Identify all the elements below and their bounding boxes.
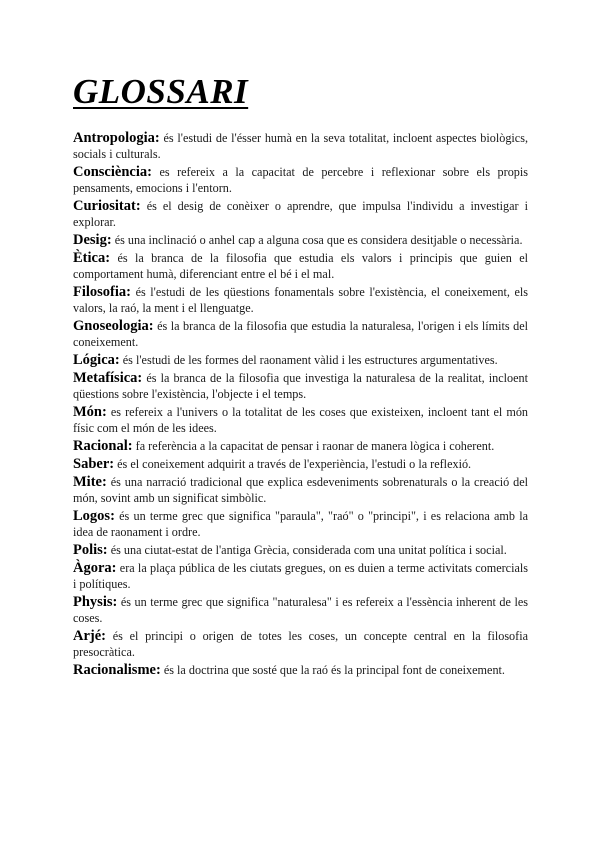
glossary-definition: és l'estudi de l'ésser humà en la seva totalitat, incloent aspectes biològics, socials i culturals. (73, 131, 529, 161)
glossary-entry (73, 164, 528, 196)
glossary-definition: és un terme grec que significa "naturalesa" i es refereix a l'essència inherent de les coses. (73, 595, 528, 625)
glossary-term: Lógica: (73, 352, 120, 368)
glossary-term: Logos: (73, 508, 115, 524)
glossary-term: Polis: (73, 542, 108, 558)
glossary-term: Metafísica: (73, 370, 143, 386)
glossary-term: Racional: (73, 438, 133, 454)
glossary-definition: fa referència a la capacitat de pensar i raonar de manera lògica i coherent. (135, 439, 495, 453)
glossary-entry (73, 318, 528, 350)
glossary-definition: era la plaça pública de les ciutats gregues, on es duien a terme activitats comercials i polítiques. (73, 561, 529, 591)
glossary-entry (73, 456, 528, 472)
glossary-term: Món: (73, 404, 107, 420)
glossary-definition: es refereix a l'univers o la totalitat de les coses que existeixen, incloent tant el món físic com el món de les idees. (73, 405, 529, 435)
glossary-entry (73, 508, 528, 540)
glossary-entry (73, 474, 528, 506)
glossary-definition: és una inclinació o anhel cap a alguna cosa que es considera desitjable o necessària. (114, 233, 523, 247)
glossary-entry (73, 594, 528, 626)
glossary-definition: és la branca de la filosofia que investiga la naturalesa de la realitat, incloent qüestions sobre l'existència, l'objecte i el temps. (73, 371, 528, 401)
glossary-entry (73, 352, 528, 368)
glossary-term: Curiositat: (73, 198, 141, 214)
glossary-term: Saber: (73, 456, 115, 472)
glossary-term: Physis: (73, 594, 118, 610)
glossary-entry (73, 404, 528, 436)
glossary-entry (73, 438, 528, 454)
glossary-entry (73, 628, 528, 660)
glossary-definition: és l'estudi de les qüestions fonamentals sobre l'existència, el coneixement, els valors, la raó, la ment i el llenguatge. (73, 285, 528, 315)
glossary-definition: és un terme grec que significa "paraula", "raó" o "principi", i es relaciona amb la idea de raonament i ordre. (73, 509, 528, 539)
glossary-definition: és una narració tradicional que explica esdeveniments sobrenaturals o la creació del món, sovint amb un significat simbòlic. (73, 475, 529, 505)
glossary-term: Àgora: (73, 560, 117, 576)
glossary-entry (73, 370, 528, 402)
glossary-definition: és el principi o origen de totes les coses, un concepte central en la filosofia presocràtica. (73, 629, 529, 659)
glossary-entry (73, 662, 528, 678)
glossary-definition: es refereix a la capacitat de percebre i reflexionar sobre els propis pensaments, emocions i l'entorn. (73, 165, 529, 195)
glossary-term: Mite: (73, 474, 107, 490)
glossary-definition: és la branca de la filosofia que estudia els valors i principis que guien el comportament humà, diferenciant entre el bé i el mal. (73, 251, 528, 281)
glossary-definition: és la doctrina que sosté que la raó és la principal font de coneixement. (163, 663, 505, 677)
glossary-term: Antropologia: (73, 130, 160, 146)
glossary-term: Ètica: (73, 250, 111, 266)
glossary-entry (73, 130, 528, 162)
glossary-entry (73, 232, 528, 248)
glossary-term: Racionalisme: (73, 662, 161, 678)
glossary-term: Filosofia: (73, 284, 131, 300)
glossary-term: Consciència: (73, 164, 152, 180)
glossary-definition: és el desig de conèixer o aprendre, que impulsa l'individu a investigar i explorar. (73, 199, 528, 229)
glossary-definition: és la branca de la filosofia que estudia la naturalesa, l'origen i els límits del coneixement. (73, 319, 528, 349)
glossary-entry (73, 198, 528, 230)
glossary-term: Gnoseologia: (73, 318, 154, 334)
glossary-entry (73, 284, 528, 316)
glossary-entry (73, 250, 528, 282)
glossary-entry (73, 560, 528, 592)
glossary-list (73, 130, 528, 678)
glossary-definition: és una ciutat-estat de l'antiga Grècia, considerada com una unitat política i social. (110, 543, 507, 557)
page-title: GLOSSARI (73, 72, 249, 111)
glossary-definition: és l'estudi de les formes del raonament vàlid i les estructures argumentatives. (122, 353, 498, 367)
glossary-term: Arjé: (73, 628, 107, 644)
glossary-definition: és el coneixement adquirit a través de l'experiència, l'estudi o la reflexió. (117, 457, 472, 471)
glossary-term: Desig: (73, 232, 112, 248)
glossary-entry (73, 542, 528, 558)
